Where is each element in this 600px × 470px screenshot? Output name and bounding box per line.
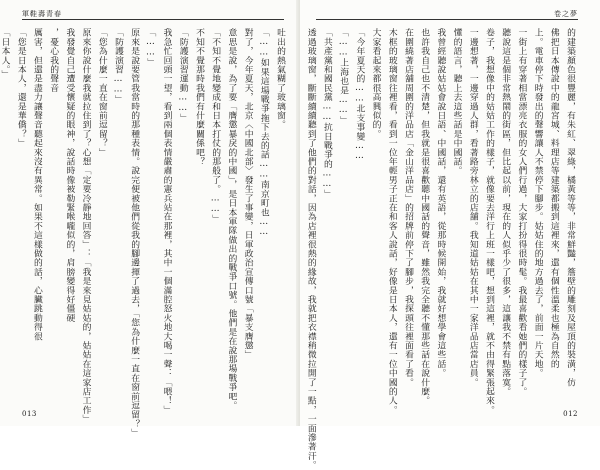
text-column: 「共產黨和國民黨……抗日戰爭的……」 (321, 28, 332, 199)
text-column: 佛把日本傳說中的龍宮城、料理店等建築都搬到這裡來，還有個性溫柔也極為自然的 (548, 28, 559, 369)
header-rule (316, 19, 578, 20)
text-column: 吐出的熱氣糊了玻璃窗。 (275, 28, 285, 130)
text-column: ，憂心我的聲音 (48, 28, 59, 93)
text-column: 透過玻璃窗，斷斷續續聽到了他們的對話，因為店裡很熱的緣故，我就把衣襟稍微拉開了一點，一面滲著汗。 (305, 28, 316, 470)
text-column: 懂的語言，聽上去這些話是中國話。 (451, 28, 462, 176)
text-column: 「今年夏天的……北支事變…… (354, 28, 365, 162)
text-column: 我發覺自己遭受懷疑的眼神，說話時像被勒緊喉嚨似的，肩膀變得好僵硬 (64, 28, 75, 323)
text-column: 我曾經聽說姑姑會說日語、中國話，還有英語，從那時候開始，我就好想學會這些話。 (435, 28, 446, 378)
text-column: 我急忙回頭一望，看到兩個表情嚴肅的憲兵站在那裡，其中一個滿腔怒火地大喝一聲：「喂！」 (161, 28, 172, 415)
left-page (0, 0, 300, 438)
text-column: 「日本人。」 (0, 28, 10, 79)
text-column: 意思是說，為了要「膺懲暴戾的中國」，是日本軍隊做出的戰爭口號。他們是在說那場戰爭吧。 (226, 28, 237, 410)
page-number: 013 (22, 410, 37, 418)
text-column: 「您是日本人，還是華僑？」 (15, 28, 26, 148)
text-column: 一邊想著，一邊穿過人群，看著路旁林立的店舖。我知道姑姑在其中一家洋品店當店員。 (467, 28, 478, 387)
text-column: 上。電車停下時發出的聲響讓人不禁停下腳步。姑姑住的地方過去了，前面一片天地。 (532, 28, 543, 378)
text-column: 在圍繞著店舖周圍的洋品店「金山洋品店」的招牌前停下了腳步，我探頭往裡面看了看。 (402, 28, 413, 387)
page-number: 012 (563, 410, 578, 418)
text-column: 不知不覺那時我們有什麼關係吧？ (193, 28, 204, 166)
text-column: 木框的玻璃窗往裡看，看到一位年輕男子正在和客人說話，好像是日本人，還有一位中國的人。 (386, 28, 397, 415)
text-column: 「……」 (145, 28, 156, 68)
text-column: 「不知不覺地變成和日本打仗的那般了。……」 (210, 28, 221, 224)
text-column: 原來你說什麼我就拉住到了？心想「定要冷靜地回答」：「我是來見姑姑的，姑姑在這家店工作」 (80, 28, 91, 424)
text-column: 的建築顏色很豐麗，有朱紅、翠綠，橘黃等等，非常鮮豔，簷壁的雕刻及屋頂的裝潢，仿 (565, 28, 575, 387)
right-page (300, 0, 600, 470)
text-column: 也許我自己也不清楚，但我就是很喜歡聽中國話的聲音，雖然我完全聽不懂那些話在說什麼。 (419, 28, 430, 406)
running-header: 卷之夢 (554, 10, 578, 18)
text-column: 「……如果這場戰爭拖下去的話……南京町也…… (258, 28, 269, 238)
text-column: 原來是說要管我當時的那種表情。說完便被他們從我的腳邊揮了過去，「您為什麼一直在窗前逗留？」 (129, 28, 140, 438)
text-column: 「您為什麼一直在窗前逗留？」 (96, 28, 107, 157)
header-rule (22, 19, 284, 20)
text-column: 大家看起來都很高興似的。 (370, 28, 381, 139)
text-column: 對了，今年夏天，北京〈中國北部〉發生了事變，日軍政治宣傳口號「暴支膺懲」 (242, 28, 253, 360)
text-column: 「……上海也是……」 (338, 28, 349, 125)
text-column: 「防護演習運動……」 (177, 28, 188, 123)
text-column: 卷子，我想像中的姑姑工作的樣子，就像要去洋行上班一樣吧，想到這裡，就不由得緊張起來。 (483, 28, 494, 415)
text-column: 一街上有穿著相當漂亮衣服的女人們行過，大家打扮得很時髦。我最喜歡看她們的樣子了。 (516, 28, 527, 396)
running-header: 軍鞋壽青春 (22, 10, 62, 18)
text-column: 「防護演習……」 (112, 28, 123, 104)
text-column: 聽說這是個非常熱鬧的街區，但比起以前，現在的人似乎少了很多，這讓我不禁有點落寞。 (500, 28, 511, 396)
text-column: 厲害，但還是盡力讓聲音聽起來沒有異常。如果不這樣做的話，心臟跳動得很 (31, 28, 42, 341)
